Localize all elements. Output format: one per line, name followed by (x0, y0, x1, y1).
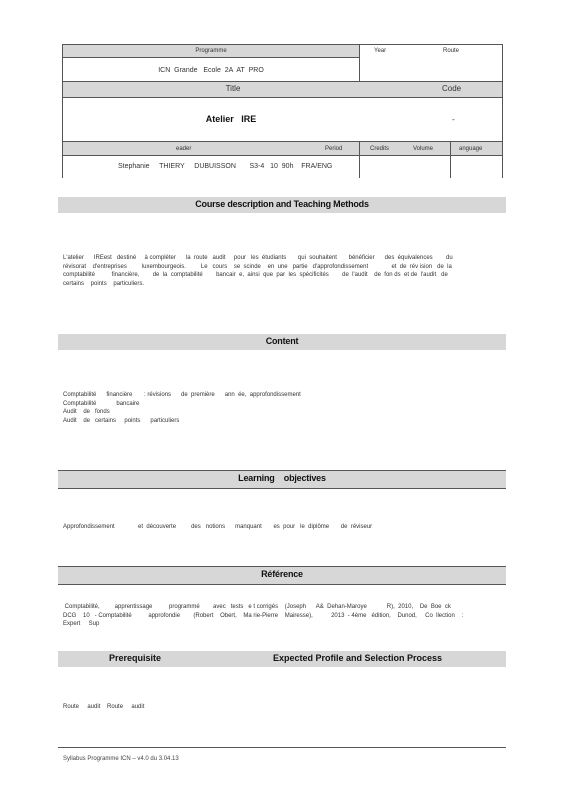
text-line: révisorat d'entreprises luxembourgeois. Le cours se scinde en une partie d'approfondissement et de rév ision de la (63, 263, 452, 270)
leader-label: eader (176, 146, 192, 152)
credits-label: Credits (370, 146, 390, 152)
course-code: - (452, 115, 455, 124)
reference-text (63, 603, 493, 629)
content-text (63, 391, 493, 425)
text-line: Comptabilité financière : révisions de première ann ée, approfondissement (63, 392, 301, 398)
volume-label: Volume (413, 146, 434, 152)
text-line: Approfondissement et découverte des notions manquant es pour le diplôme de réviseur (63, 524, 373, 530)
text-line: Expert Sup (63, 621, 100, 627)
text-line: DCG 10 - Comptabilité approfondie (Robert Obert, Ma rie-Pierre Mairesse), 2013 - 4ème édition, Dunod, Co llection : (63, 612, 464, 619)
course-title: Atelier IRE (205, 114, 257, 124)
footer-text: Syllabus Programme ICN – v4.0 du 3.04.13 (63, 756, 179, 762)
text-line: Audit de fonds (63, 409, 110, 415)
text-line: certains points particuliers. (63, 280, 145, 287)
programme-value: ICN Grande Ecole 2A AT PRO (158, 67, 264, 74)
course-description-text (63, 254, 493, 288)
prerequisite-title: Prerequisite (109, 653, 162, 663)
text-line: Comptabilité, apprentissage programmé avec tests e t corrigés (Joseph A& Dehan-Maroye R), 2010, De Boe ck (63, 604, 451, 610)
text-line: Route audit Route audit (63, 704, 145, 710)
route-label: Route (443, 48, 460, 54)
prerequisite-text (63, 703, 493, 712)
text-line: comptabilité financière, de la comptabilité bancair e, ainsi que par les spécificités de l'audit de fon ds et de l'audit de (63, 272, 448, 278)
leader-value: Stephanie THIERY DUBUISSON S3-4 10 90h FRA/ENG (118, 163, 333, 170)
language-label: anguage (459, 146, 483, 152)
section-course-description-header (58, 197, 506, 213)
text-line: Audit de certains points particuliers (63, 417, 180, 424)
period-label: Period (325, 146, 343, 152)
learning-objectives-text (63, 523, 493, 532)
section-content-header (58, 334, 506, 350)
year-label: Year (374, 48, 387, 54)
section-reference-header (58, 567, 506, 584)
section-title: Course description and Teaching Methods (195, 199, 369, 209)
expected-profile-title: Expected Profile and Selection Process (273, 653, 443, 663)
title-label: Title (225, 84, 241, 93)
section-learning-objectives-header (58, 471, 506, 488)
code-label: Code (442, 84, 462, 93)
section-title: Référence (261, 569, 303, 579)
programme-label: Programme (195, 48, 227, 54)
text-line: L'atelier IREest destiné à compléter la route audit pour les étudiants qui souhaitent bénéficier des équivalences du (63, 255, 453, 261)
section-title: Content (265, 336, 299, 346)
section-prerequisite-header (58, 651, 506, 667)
text-line: Comptabilité bancaire (63, 400, 140, 407)
section-title: Learning objectives (238, 473, 326, 483)
